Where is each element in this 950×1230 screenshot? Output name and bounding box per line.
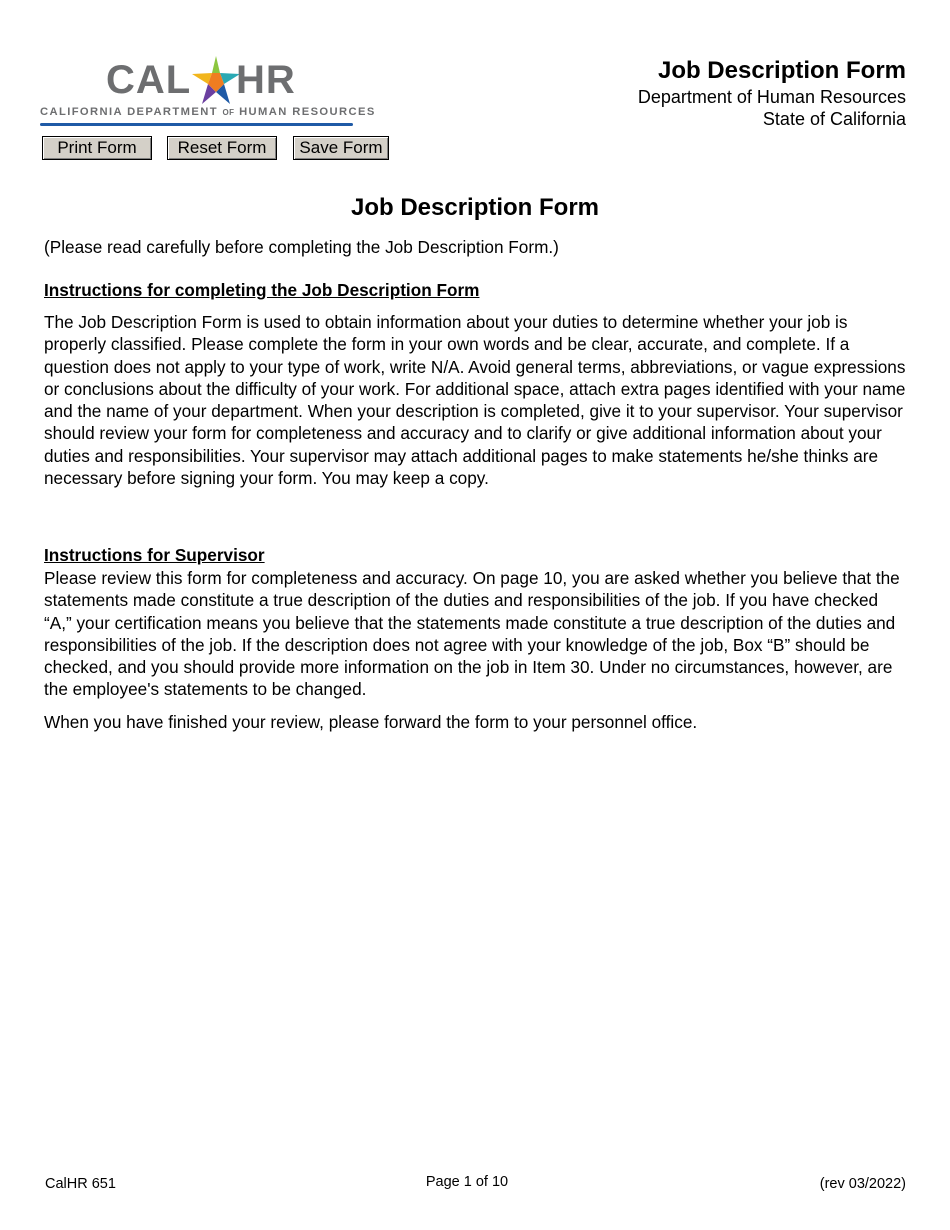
header-department: Department of Human Resources — [637, 87, 906, 107]
read-carefully-note: (Please read carefully before completing the Job Description Form.) — [44, 237, 559, 257]
header-state: State of California — [762, 109, 906, 129]
calhr-logo — [40, 52, 376, 132]
supervisor-instructions-heading: Instructions for Supervisor — [44, 545, 265, 565]
logo-subtitle-of: OF — [222, 108, 235, 117]
star-icon — [190, 54, 242, 106]
employee-instructions-heading: Instructions for completing the Job Description Form — [44, 280, 480, 300]
save-form-button[interactable]: Save Form — [293, 136, 389, 160]
logo-brand-hr: HR — [236, 58, 296, 102]
header-title: Job Description Form — [657, 57, 906, 84]
print-form-button[interactable]: Print Form — [42, 136, 152, 160]
logo-subtitle-before: CALIFORNIA DEPARTMENT — [40, 106, 218, 118]
logo-brand-cal: CAL — [106, 58, 192, 102]
logo-subtitle — [40, 106, 376, 118]
supervisor-instructions-body: Please review this form for completeness and accuracy. On page 10, you are asked whether you believe that the statements made constitute a true description of the duties and responsibilities of the job. If you have checked “A,” your certification means you believe that the statements made constitute a true description of the duties and responsibilities of the job. If the description does not agree with your knowledge of the job, Box “B” should be checked, and you should provide more information on the job in Item 30. Under no circumstances, however, are the employee's statements to be changed. — [44, 568, 900, 700]
closing-instruction: When you have finished your review, please forward the form to your personnel office. — [44, 712, 698, 732]
page-number: Page 1 of 10 — [425, 1174, 509, 1190]
reset-form-button[interactable]: Reset Form — [167, 136, 277, 160]
form-number: CalHR 651 — [45, 1176, 116, 1192]
logo-subtitle-after: HUMAN RESOURCES — [239, 106, 376, 118]
revision-date: (rev 03/2022) — [819, 1176, 906, 1192]
document-title: Job Description Form — [350, 194, 600, 221]
employee-instructions-body: The Job Description Form is used to obtain information about your duties to determine whether your job is properly classified. Please complete the form in your own words and be clear, accurate, and complete. If a question does not apply to your type of work, write N/A. Avoid general terms, abbreviations, or vague expressions or conclusions about the difficulty of your work. For additional space, attach extra pages identified with your name and the name of your department. When your description is completed, give it to your supervisor. Your supervisor should review your form for completeness and accuracy and to clarify or give additional information about your duties and responsibilities. Your supervisor may attach additional pages to make statements he/she thinks are necessary before signing your form. You may keep a copy. — [44, 312, 906, 489]
logo-underline — [40, 123, 353, 126]
header-block — [638, 56, 906, 130]
